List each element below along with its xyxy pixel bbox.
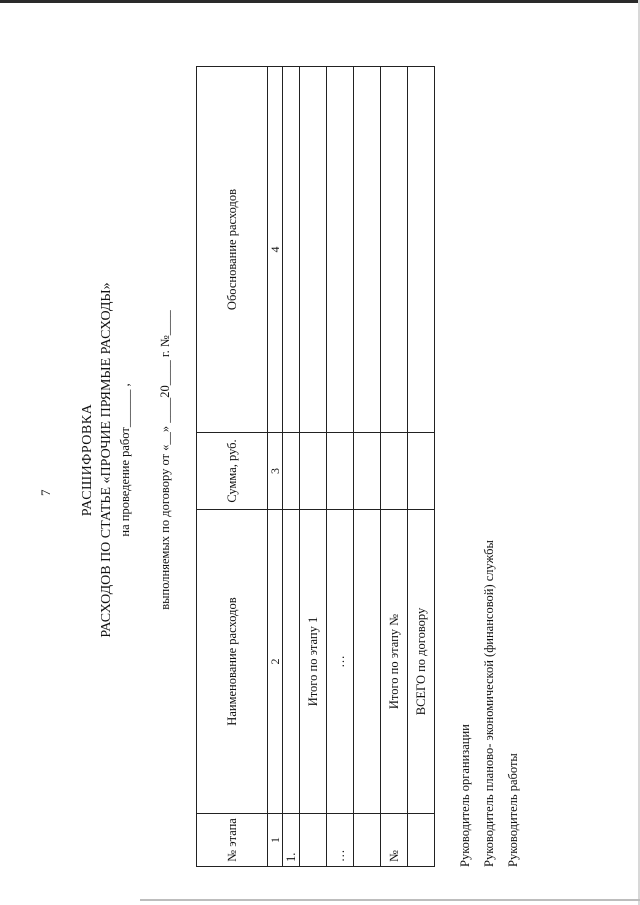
cell-stage: № [381,814,408,867]
cell-sum [408,433,435,510]
cell-justification [408,67,435,433]
signature-line: Руководитель планово- экономической (финансовой) службы [482,540,496,867]
cell-name: Итого по этапу № [381,510,408,814]
cell-name [354,510,381,814]
page-number: 7 [38,489,53,496]
column-number: 4 [268,67,283,433]
header-justification: Обоснование расходов [197,67,268,433]
header-name: Наименование расходов [197,510,268,814]
scan-edge-bottom [140,899,640,901]
cell-sum [381,433,408,510]
title-subject: РАСХОДОВ ПО СТАТЬЕ «ПРОЧИЕ ПРЯМЫЕ РАСХОДЫ» [99,282,114,638]
table-row [283,67,300,867]
cell-justification [381,67,408,433]
expenses-table [196,66,435,867]
scan-edge-top [0,0,640,3]
header-sum: Сумма, руб. [197,433,268,510]
cell-justification [354,67,381,433]
cell-stage: … [327,814,354,867]
cell-sum [327,433,354,510]
title-heading: РАСШИФРОВКА [80,403,95,517]
document-sheet [78,35,528,885]
signature-line: Руководитель работы [506,753,520,867]
cell-justification [327,67,354,433]
cell-stage: 1. [283,814,300,867]
table-row [354,67,381,867]
cell-sum [300,433,327,510]
column-number: 2 [268,510,283,814]
title-contract: выполняемых по договору от «__» ____20____ г. №____ [158,310,172,610]
cell-name: … [327,510,354,814]
column-number: 1 [268,814,283,867]
cell-sum [283,433,300,510]
cell-name [283,510,300,814]
cell-justification [300,67,327,433]
cell-justification [283,67,300,433]
table-row [327,67,354,867]
table-header-row [197,67,268,867]
table-row [408,67,435,867]
title-work: на проведение работ______ , [118,383,132,537]
column-number: 3 [268,433,283,510]
title-block [78,35,174,885]
table-row [300,67,327,867]
cell-name: ВСЕГО по договору [408,510,435,814]
table-row [381,67,408,867]
header-stage: № этапа [197,814,268,867]
cell-stage [300,814,327,867]
cell-stage [354,814,381,867]
signature-block [453,540,525,867]
signature-line: Руководитель организации [458,724,472,867]
cell-sum [354,433,381,510]
column-number-row [268,67,283,867]
cell-stage [408,814,435,867]
cell-name: Итого по этапу 1 [300,510,327,814]
